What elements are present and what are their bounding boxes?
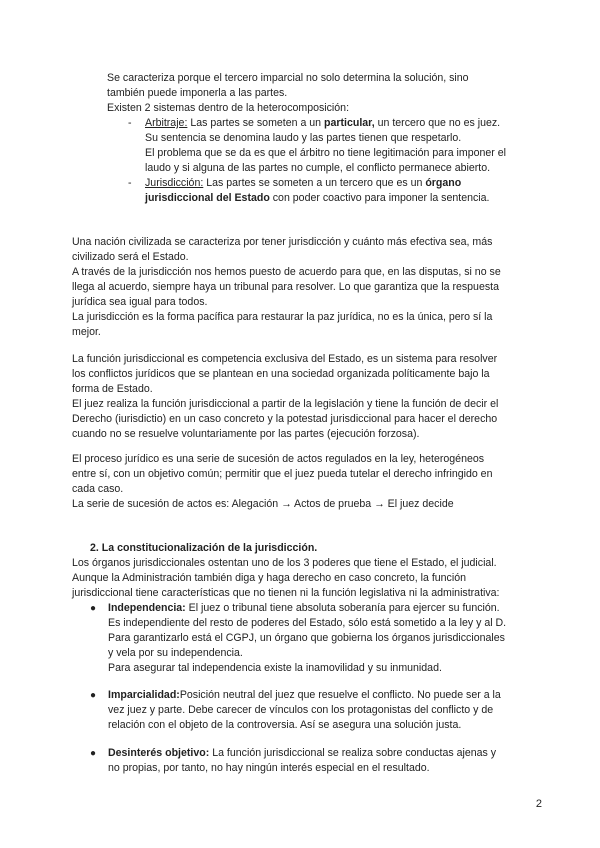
desinteres-label: Desinterés objetivo: — [108, 747, 210, 759]
independencia-label: Independencia: — [108, 602, 186, 614]
section2-line-3: jurisdiccional tiene características que no tienen ni la función legislativa ni la administrativa: — [72, 587, 500, 599]
p3-line-2: entre sí, con un objetivo común; permitir que el juez pueda tutelar el derecho infringido en — [72, 468, 493, 480]
arbitraje-bullet: - — [128, 117, 132, 129]
arbitraje-label: Arbitraje: — [145, 117, 188, 129]
p2-line-2: los conflictos jurídicos que se plantean en una sociedad organizada políticamente bajo la — [72, 368, 490, 380]
p2-line-1: La función jurisdiccional es competencia exclusiva del Estado, es un sistema para resolver — [72, 353, 498, 365]
p3-line-4: La serie de sucesión de actos es: Alegación → Actos de prueba → El juez decide — [72, 498, 454, 510]
desinteres-line-2: no propias, por tanto, no hay ningún interés especial en el resultado. — [108, 762, 430, 774]
independencia-line-4: y vela por su independencia. — [108, 647, 243, 659]
page-number: 2 — [535, 798, 542, 810]
section-2-heading: 2. La constitucionalización de la jurisdicción. — [90, 542, 318, 554]
jurisdiccion-line-2: jurisdiccional del Estado con poder coactivo para imponer la sentencia. — [145, 192, 490, 204]
section2-line-1: Los órganos jurisdiccionales ostentan uno de los 3 poderes que tiene el Estado, el judicial. — [72, 557, 497, 569]
p2-line-3: forma de Estado. — [72, 383, 153, 395]
p3-line-3: cada caso. — [72, 483, 124, 495]
independencia-line-3: Para garantizarlo está el CGPJ, un órgano que gobierna los órganos jurisdiccionales — [108, 632, 505, 644]
p1-line-7: mejor. — [72, 326, 101, 338]
independencia-line-5: Para asegurar tal independencia existe la inamovilidad y su inmunidad. — [108, 662, 442, 674]
imparcialidad-bullet: ● — [90, 690, 97, 701]
p1-line-6: La jurisdicción es la forma pacífica para restaurar la paz jurídica, no es la única, pero sí la — [72, 311, 493, 323]
independencia-bullet: ● — [90, 603, 97, 614]
arbitraje-line-3: El problema que se da es que el árbitro no tiene legitimación para imponer el — [145, 147, 506, 159]
arbitraje-line-4: laudo y si alguna de las partes no cumple, el conflicto permanece abierto. — [145, 162, 491, 174]
arbitraje-line-1: Arbitraje: Las partes se someten a un particular, un tercero que no es juez. — [145, 117, 501, 129]
desinteres-line-1: Desinterés objetivo: La función jurisdiccional se realiza sobre conductas ajenas y — [108, 747, 497, 759]
p2-line-5: Derecho (iurisdictio) en un caso concreto y la potestad jurisdiccional para hacer el derecho — [72, 413, 498, 425]
p2-line-6: cuando no se resuelve voluntariamente por las partes (ejecución forzosa). — [72, 428, 420, 440]
independencia-line-1: Independencia: El juez o tribunal tiene absoluta soberanía para ejercer su función. — [108, 602, 500, 614]
p1-line-5: jurídica sea igual para todos. — [72, 296, 208, 308]
intro-line-1: Se caracteriza porque el tercero imparcial no solo determina la solución, sino — [107, 72, 469, 84]
arbitraje-line-2: Su sentencia se denomina laudo y las partes tienen que respetarlo. — [145, 132, 462, 144]
jurisdiccion-line-1: Jurisdicción: Las partes se someten a un tercero que es un órgano — [145, 177, 462, 189]
independencia-line-2: Es independiente del resto de poderes del Estado, sólo está sometido a la ley y al D. — [108, 617, 507, 629]
p2-line-4: El juez realiza la función jurisdiccional a partir de la legislación y tiene la función de decir el — [72, 398, 499, 410]
p1-line-1: Una nación civilizada se caracteriza por tener jurisdicción y cuánto más efectiva sea, más — [72, 236, 493, 248]
p1-line-4: llega al acuerdo, siempre haya un tribunal para resolver. Lo que garantiza que la respuesta — [72, 281, 499, 293]
imparcialidad-line-1: Imparcialidad:Posición neutral del juez que resuelve el conflicto. No puede ser a la — [108, 689, 501, 701]
p1-line-2: civilizado será el Estado. — [72, 251, 189, 263]
jurisdiccion-bullet: - — [128, 177, 132, 189]
imparcialidad-line-2: vez juez y parte. Debe carecer de vínculos con los protagonistas del conflicto y de — [108, 704, 494, 716]
p3-line-1: El proceso jurídico es una serie de sucesión de actos regulados en la ley, heterogéneos — [72, 453, 485, 465]
jurisdiccion-label: Jurisdicción: — [145, 177, 204, 189]
imparcialidad-label: Imparcialidad: — [108, 689, 180, 701]
imparcialidad-line-3: relación con el objeto de la controversia. Así se asegura una solución justa. — [108, 719, 462, 731]
p1-line-3: A través de la jurisdicción nos hemos puesto de acuerdo para que, en las disputas, si no se — [72, 266, 501, 278]
section2-line-2: Aunque la Administración también diga y haga derecho en caso concreto, la función — [72, 572, 466, 584]
desinteres-bullet: ● — [90, 748, 97, 759]
intro-line-2: también puede imponerla a las partes. — [107, 87, 288, 99]
intro-line-3: Existen 2 sistemas dentro de la heterocomposición: — [107, 102, 350, 114]
